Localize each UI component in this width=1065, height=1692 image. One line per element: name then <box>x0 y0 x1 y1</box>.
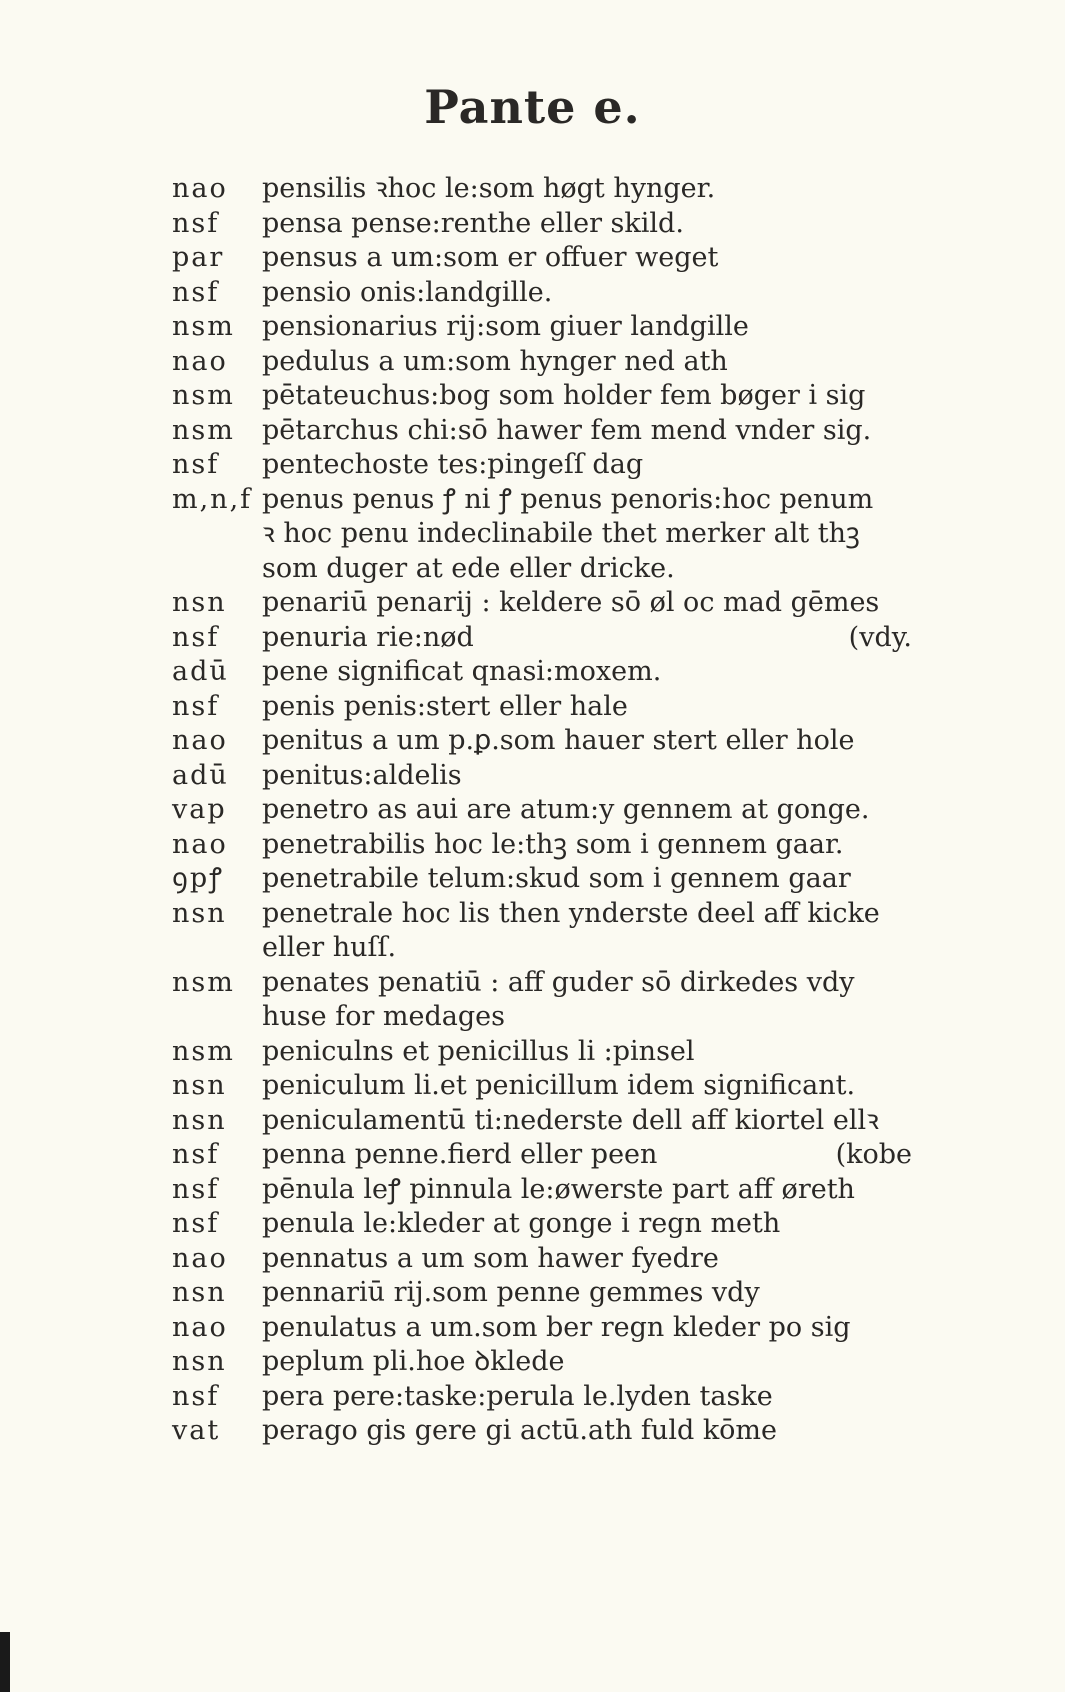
entry-line-text: pensa pense:renthe eller skild. <box>262 207 684 239</box>
grammar-code: nao <box>172 1311 228 1343</box>
entry-line-text: eller huſſ. <box>262 932 397 963</box>
dictionary-entry <box>172 759 932 794</box>
entry-line <box>262 1276 932 1311</box>
entry-text <box>262 241 932 276</box>
entry-text <box>262 448 932 483</box>
entry-text <box>262 1207 932 1242</box>
entry-line-text: penariū penarij : keldere sō øl oc mad gēmes <box>262 587 880 618</box>
entry-line-text: pera pere:taske:perula le.lyden taske <box>262 1380 773 1412</box>
dictionary-entry <box>172 897 932 966</box>
entry-line-text: penates penatiū : aff guder sō dirkedes vdy <box>262 966 855 998</box>
entry-line <box>262 1242 932 1277</box>
grammar-code: nsn <box>172 897 227 929</box>
entry-line <box>262 207 932 242</box>
entry-text <box>262 207 932 242</box>
margin-note: (vdy. <box>848 621 912 653</box>
entry-text <box>262 1345 932 1380</box>
grammar-code: par <box>172 242 225 273</box>
entry-line <box>262 345 932 380</box>
dictionary-entry <box>172 1035 932 1070</box>
entry-line-text: penuria rie:nød <box>262 621 474 653</box>
entry-line <box>262 862 932 897</box>
entry-line <box>262 1173 932 1208</box>
entry-line <box>262 310 932 345</box>
entry-line <box>262 724 932 759</box>
dictionary-entry <box>172 1414 932 1449</box>
entry-text <box>262 1104 932 1139</box>
dictionary-entry <box>172 241 932 276</box>
entry-line <box>262 586 932 621</box>
entry-line <box>262 966 932 1001</box>
dictionary-entry <box>172 966 932 1035</box>
grammar-code: nsn <box>172 587 227 618</box>
entry-text <box>262 793 932 828</box>
entry-line-text: penus penus ꝭ ni ꝭ penus penoris:hoc penum <box>262 483 874 515</box>
entry-text <box>262 1276 932 1311</box>
entry-line-text: penitus:aldelis <box>262 759 462 791</box>
entry-line-text: pētarchus chi:sō hawer fem mend vnder sig. <box>262 414 872 446</box>
entry-text <box>262 1173 932 1208</box>
entry-text <box>262 759 932 794</box>
entry-line <box>262 483 932 518</box>
entry-text <box>262 862 932 897</box>
entry-text <box>262 1414 932 1449</box>
entry-line-text: som duger at ede eller dricke. <box>262 552 675 584</box>
entry-line-text: pennatus a um som hawer fyedre <box>262 1242 719 1274</box>
dictionary-entry <box>172 1104 932 1139</box>
dictionary-entry <box>172 655 932 690</box>
entry-line <box>262 1311 932 1346</box>
entry-line-text: peplum pli.hoe ꝺklede <box>262 1346 565 1377</box>
dictionary-entry <box>172 345 932 380</box>
grammar-code: adū <box>172 656 229 687</box>
dictionary-entry <box>172 828 932 863</box>
entry-line <box>262 172 932 207</box>
entry-text <box>262 690 932 725</box>
entry-line <box>262 276 932 311</box>
entry-line <box>262 414 932 449</box>
entry-text <box>262 345 932 380</box>
grammar-code: nsm <box>172 311 235 342</box>
grammar-code: nao <box>172 173 228 204</box>
entry-line-text: pētateuchus:bog som holder fem bøger i sig <box>262 380 866 411</box>
entry-line <box>262 759 932 794</box>
scan-edge-mark <box>0 1632 10 1692</box>
entry-line-text: penitus a um p.ꝑ.som hauer stert eller hole <box>262 725 855 756</box>
grammar-code: nsf <box>172 690 220 722</box>
grammar-code: m,n,f <box>172 483 253 515</box>
entry-line-text: pensilis ꝛhoc le:som høgt hynger. <box>262 173 716 204</box>
entry-line-text: penetrabile telum:skud som i gennem gaar <box>262 863 851 894</box>
entry-line <box>262 517 932 552</box>
entry-line <box>262 1069 932 1104</box>
grammar-code: adū <box>172 759 229 791</box>
entry-text <box>262 1069 932 1104</box>
dictionary-entry <box>172 1380 932 1415</box>
dictionary-entry <box>172 276 932 311</box>
dictionary-entry <box>172 862 932 897</box>
entry-text <box>262 483 932 587</box>
entry-line-text: penis penis:stert eller hale <box>262 690 628 722</box>
entry-line <box>262 1380 932 1415</box>
dictionary-entry <box>172 1276 932 1311</box>
dictionary-entry <box>172 1069 932 1104</box>
entry-line-text: huse for medages <box>262 1001 506 1032</box>
dictionary-entry <box>172 724 932 759</box>
entry-line-text: penulatus a um.som ber regn kleder po sig <box>262 1311 851 1343</box>
entry-text <box>262 655 932 690</box>
dictionary-entry <box>172 310 932 345</box>
dictionary-entry <box>172 793 932 828</box>
dictionary-entry <box>172 1311 932 1346</box>
entry-line <box>262 793 932 828</box>
entry-line-text: perago gis gere gi actū.ath fuld kōme <box>262 1415 778 1446</box>
dictionary-entry <box>172 1242 932 1277</box>
entry-text <box>262 828 932 863</box>
entry-line <box>262 1000 932 1035</box>
dictionary-entry <box>172 586 932 621</box>
entry-line-text: pentechoste tes:pingeſſ dag <box>262 449 644 480</box>
dictionary-entry <box>172 483 932 587</box>
dictionary-entry <box>172 1138 932 1173</box>
entry-line-text: pene significat qnasi:moxem. <box>262 656 662 687</box>
entry-line <box>262 1138 932 1173</box>
grammar-code: nsm <box>172 1035 235 1067</box>
grammar-code: nsm <box>172 414 235 446</box>
entry-line-text: peniculum li.et penicillum idem significant. <box>262 1070 856 1101</box>
entry-line <box>262 897 932 932</box>
entry-line-text: penula le:kleder at gonge i regn meth <box>262 1208 781 1239</box>
entry-text <box>262 1311 932 1346</box>
entry-line-text: pensionarius rij:som giuer landgille <box>262 311 749 342</box>
entry-line-text: pedulus a um:som hynger ned ath <box>262 345 728 377</box>
grammar-code: nao <box>172 1242 228 1274</box>
entry-line-text: penetro as aui are atum:y gennem at gonge. <box>262 794 870 825</box>
dictionary-entry <box>172 207 932 242</box>
dictionary-entry <box>172 690 932 725</box>
dictionary-entry <box>172 1345 932 1380</box>
entry-line-text: penna penne.fierd eller peen <box>262 1139 658 1170</box>
entry-text <box>262 1138 932 1173</box>
grammar-code: nsn <box>172 1346 227 1377</box>
entry-line-text: ꝛ hoc penu indeclinabile thet merker alt thꝫ <box>262 518 860 549</box>
margin-note: (kobe <box>835 1139 912 1170</box>
entry-line <box>262 552 932 587</box>
grammar-code: nsf <box>172 1173 220 1205</box>
entry-line <box>262 1104 932 1139</box>
dictionary-entry <box>172 172 932 207</box>
entry-text <box>262 724 932 759</box>
entry-text <box>262 1242 932 1277</box>
entry-line <box>262 448 932 483</box>
grammar-code: vap <box>172 794 227 825</box>
dictionary-entry <box>172 379 932 414</box>
grammar-code: nsf <box>172 1208 220 1239</box>
dictionary-entry <box>172 1173 932 1208</box>
entry-text <box>262 621 932 656</box>
grammar-code: nao <box>172 828 228 860</box>
page-header: Pante e. <box>424 80 641 134</box>
entry-line-text: penetrabilis hoc le:thꝫ som i gennem gaar. <box>262 828 844 860</box>
entry-text <box>262 172 932 207</box>
grammar-code: nsf <box>172 1139 220 1170</box>
entry-line-text: peniculamentū ti:nederste dell aff kiortel ellꝛ <box>262 1104 879 1136</box>
entry-line-text: pensus a um:som er offuer weget <box>262 242 719 273</box>
entry-line <box>262 690 932 725</box>
entry-list <box>172 172 932 1449</box>
entry-line <box>262 379 932 414</box>
entry-line <box>262 241 932 276</box>
grammar-code: nsf <box>172 276 220 308</box>
grammar-code: nao <box>172 345 228 377</box>
entry-line <box>262 1345 932 1380</box>
entry-line <box>262 1414 932 1449</box>
grammar-code: nsf <box>172 621 220 653</box>
entry-text <box>262 966 932 1035</box>
dictionary-entry <box>172 1207 932 1242</box>
entry-line-text: penetrale hoc lis then ynderste deel aff kicke <box>262 897 880 929</box>
dictionary-entry <box>172 448 932 483</box>
entry-line-text: pennariū rij.som penne gemmes vdy <box>262 1277 760 1308</box>
grammar-code: nsn <box>172 1104 227 1136</box>
entry-text <box>262 1035 932 1070</box>
grammar-code: nsf <box>172 1380 220 1412</box>
entry-line <box>262 655 932 690</box>
grammar-code: nsn <box>172 1277 227 1308</box>
entry-text <box>262 414 932 449</box>
entry-text <box>262 1380 932 1415</box>
entry-text <box>262 310 932 345</box>
entry-line-text: pēnula leꝭ pinnula le:øwerste part aff øreth <box>262 1173 855 1205</box>
entry-line <box>262 1035 932 1070</box>
grammar-code: nsf <box>172 207 220 239</box>
grammar-code: ꝯpꝭ <box>172 863 224 894</box>
grammar-code: nsm <box>172 380 235 411</box>
dictionary-entry <box>172 414 932 449</box>
entry-line <box>262 621 932 656</box>
entry-line-text: pensio onis:landgille. <box>262 276 553 308</box>
grammar-code: nsm <box>172 966 235 998</box>
entry-line-text: peniculns et penicillus li :pinsel <box>262 1035 695 1067</box>
entry-text <box>262 897 932 966</box>
entry-line <box>262 828 932 863</box>
entry-text <box>262 586 932 621</box>
entry-text <box>262 379 932 414</box>
entry-line <box>262 931 932 966</box>
grammar-code: vat <box>172 1415 221 1446</box>
entry-line <box>262 1207 932 1242</box>
grammar-code: nsf <box>172 449 220 480</box>
dictionary-entry <box>172 621 932 656</box>
grammar-code: nao <box>172 725 228 756</box>
entry-text <box>262 276 932 311</box>
grammar-code: nsn <box>172 1070 227 1101</box>
